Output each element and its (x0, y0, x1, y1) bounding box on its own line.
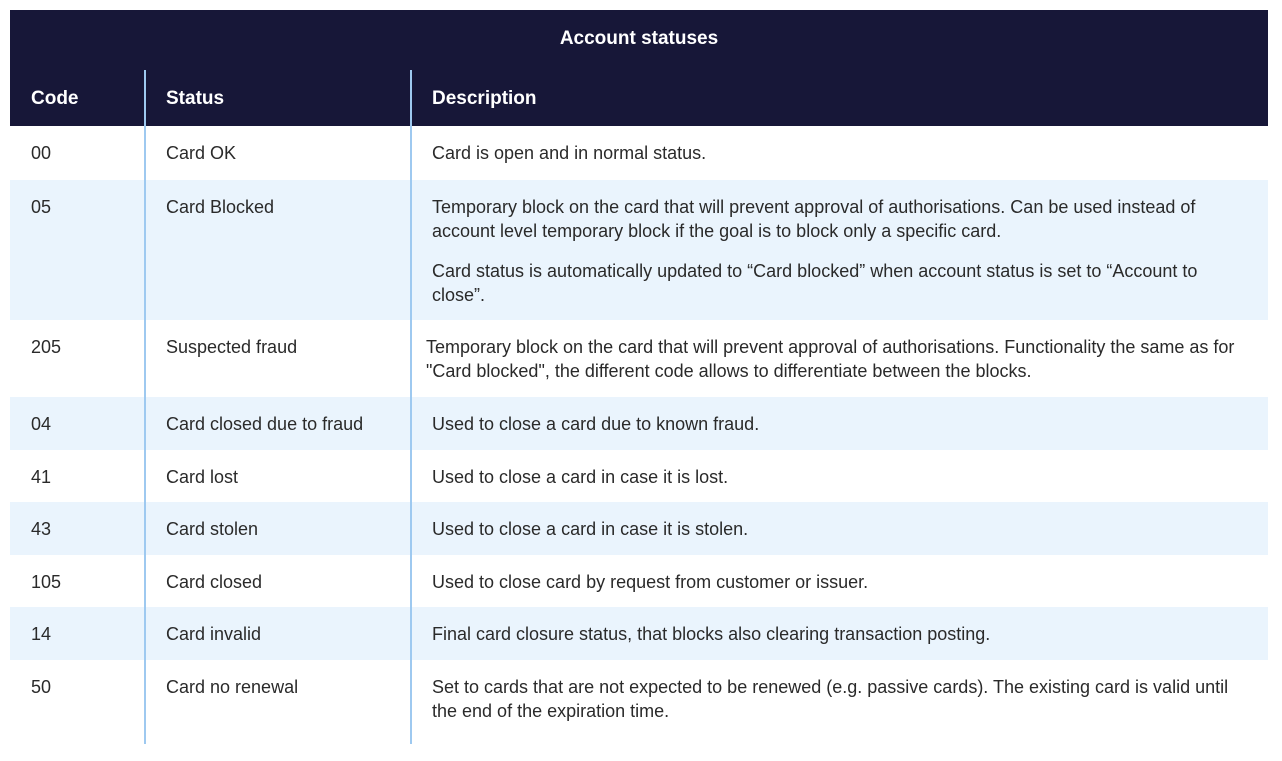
cell-description (432, 570, 1252, 594)
table-row (10, 320, 1268, 397)
cell-description (432, 412, 1252, 436)
cell-status: Suspected fraud (166, 337, 298, 357)
table-row (10, 502, 1268, 555)
cell-code: 04 (31, 414, 52, 434)
description-text: Final card closure status, that blocks also clearing transaction posting. (432, 624, 991, 644)
table-row (10, 126, 1268, 180)
cell-description (432, 517, 1252, 541)
cell-status: Card stolen (166, 519, 259, 539)
account-statuses-table (10, 10, 1268, 746)
cell-code: 05 (31, 197, 52, 217)
table-row (10, 607, 1268, 660)
description-text: Used to close a card in case it is lost. (432, 467, 729, 487)
table-row (10, 180, 1268, 320)
cell-code: 50 (31, 677, 52, 697)
cell-code: 14 (31, 624, 52, 644)
table-row (10, 397, 1268, 450)
cell-description (426, 335, 1246, 383)
column-header-code: Code (31, 88, 79, 109)
table-header (10, 10, 1268, 126)
description-text: Used to close card by request from customer or issuer. (432, 572, 869, 592)
cell-description (432, 465, 1252, 489)
column-header-description: Description (432, 88, 537, 109)
description-text: Card status is automatically updated to “Card blocked” when account status is set to “Account to close”. (432, 261, 1198, 305)
column-divider-status (144, 70, 146, 744)
cell-status: Card Blocked (166, 197, 275, 217)
cell-description (432, 195, 1252, 307)
cell-code: 105 (31, 572, 62, 592)
cell-description (432, 622, 1252, 646)
cell-status: Card OK (166, 143, 237, 163)
table-row (10, 450, 1268, 502)
cell-description (432, 675, 1252, 723)
cell-code: 43 (31, 519, 52, 539)
description-text: Set to cards that are not expected to be renewed (e.g. passive cards). The existing card is valid until the end of the expiration time. (432, 677, 1229, 721)
column-header-status: Status (166, 88, 225, 109)
description-text: Temporary block on the card that will prevent approval of authorisations. Can be used instead of account level temporary block if the goal is to block only a specific card. (432, 197, 1196, 241)
cell-status: Card no renewal (166, 677, 299, 697)
cell-status: Card closed (166, 572, 263, 592)
cell-status: Card invalid (166, 624, 262, 644)
description-text: Card is open and in normal status. (432, 143, 707, 163)
cell-code: 00 (31, 143, 52, 163)
cell-code: 41 (31, 467, 52, 487)
cell-status: Card closed due to fraud (166, 414, 364, 434)
description-text: Temporary block on the card that will prevent approval of authorisations. Functionality the same as for "Card blocked", the different code allows to differentiate between the blocks. (426, 337, 1235, 381)
description-text: Used to close a card due to known fraud. (432, 414, 760, 434)
cell-description (432, 141, 1252, 165)
table-row (10, 555, 1268, 607)
table-row (10, 660, 1268, 746)
description-text: Used to close a card in case it is stolen. (432, 519, 749, 539)
table-title: Account statuses (559, 28, 719, 49)
cell-code: 205 (31, 337, 62, 357)
column-divider-description (410, 70, 412, 744)
cell-status: Card lost (166, 467, 239, 487)
